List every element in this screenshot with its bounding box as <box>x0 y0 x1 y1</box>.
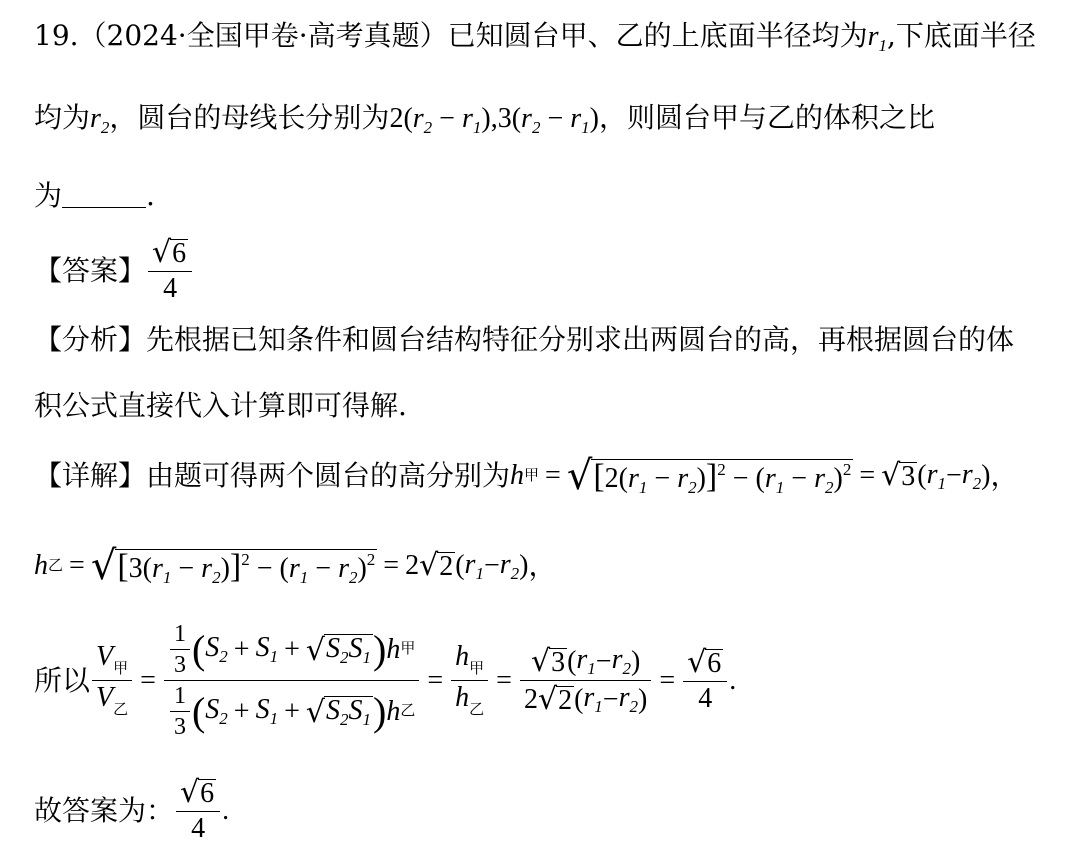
analysis-line-2: 积公式直接代入计算即可得解. <box>34 389 407 422</box>
final-answer-fraction: √ 6 4 <box>178 778 218 843</box>
detail-line-1: 【详解】由题可得两个圆台的高分别为 h 甲 = √ $[2(r_1 - r_2)]^2 - (r_1 - r_2)^2$ = √ 3 ( $r_1$ − $r_2$ ) ， <box>34 453 1019 499</box>
answer-label: 【答案】 <box>34 253 147 287</box>
question-text-1: 19.（2024·全国甲卷·高考真题）已知圆台甲、乙的上底面半径均为 <box>34 19 868 52</box>
detail-line-2: h 乙 = √ $[3(r_1 - r_2)]^2 - (r_1 - r_2)^2$ = 2 √ 2 ( $r_1$ − $r_2$ ) ， <box>34 543 557 589</box>
so-label: 所以 <box>34 663 91 697</box>
h-jia-equation: h 甲 = √ $[2(r_1 - r_2)]^2 - (r_1 - r_2)^2$ = √ 3 ( $r_1$ − $r_2$ ) <box>510 453 991 499</box>
question-line-2 <box>34 101 935 137</box>
answer-line <box>34 235 194 304</box>
answer-blank <box>62 185 146 208</box>
volume-ratio-equation: $\frac{V_甲}{V_乙}$ = $\frac{1}{3}$ ( $S_2$ + $S_1$ + √ $S_2S_1$ ) h 甲 $\frac{1}{3}$ ( $S_2$ + $S_1$ + √ $S_2S_1$ ) h 乙 = $\frac{h_甲}{h_乙}$ = √ 3 ( $r_1$ − $r_2$ ) 2 √ 2 ( $r_1$ − $r_2$ ) = √ 6 4 . <box>90 622 736 739</box>
question-line-1 <box>34 19 1036 55</box>
var-r1: $r_1$ <box>867 21 887 55</box>
detail-label: 【详解】由题可得两个圆台的高分别为 <box>34 459 511 492</box>
question-text-1-tail: ,下底面半径 <box>887 19 1036 52</box>
question-line-3: 为 . <box>34 179 155 212</box>
question-text-3: 为 <box>34 179 63 212</box>
analysis-line-1: 【分析】先根据已知条件和圆台结构特征分别求出两圆台的高，再根据圆台的体 <box>34 323 1015 356</box>
answer-fraction: √ 6 4 <box>150 238 190 303</box>
final-answer-line: 故答案为： √ 6 4 . <box>34 775 230 844</box>
question-text-2b: ，圆台的母线长分别为 <box>109 101 390 134</box>
question-text-2c: ，则圆台甲与乙的体积之比 <box>598 101 935 134</box>
slant-lengths-expr: $2(r_2 - r_1),3(r_2 - r_1)$ <box>389 103 599 137</box>
question-text-2a: 均为 <box>34 101 91 134</box>
final-answer-label: 故答案为： <box>34 793 175 827</box>
detail-line-3 <box>34 622 736 739</box>
h-yi-equation: h 乙 = √ $[3(r_1 - r_2)]^2 - (r_1 - r_2)^2$ = 2 √ 2 ( $r_1$ − $r_2$ ) <box>34 543 529 589</box>
var-r2: $r_2$ <box>90 103 110 137</box>
